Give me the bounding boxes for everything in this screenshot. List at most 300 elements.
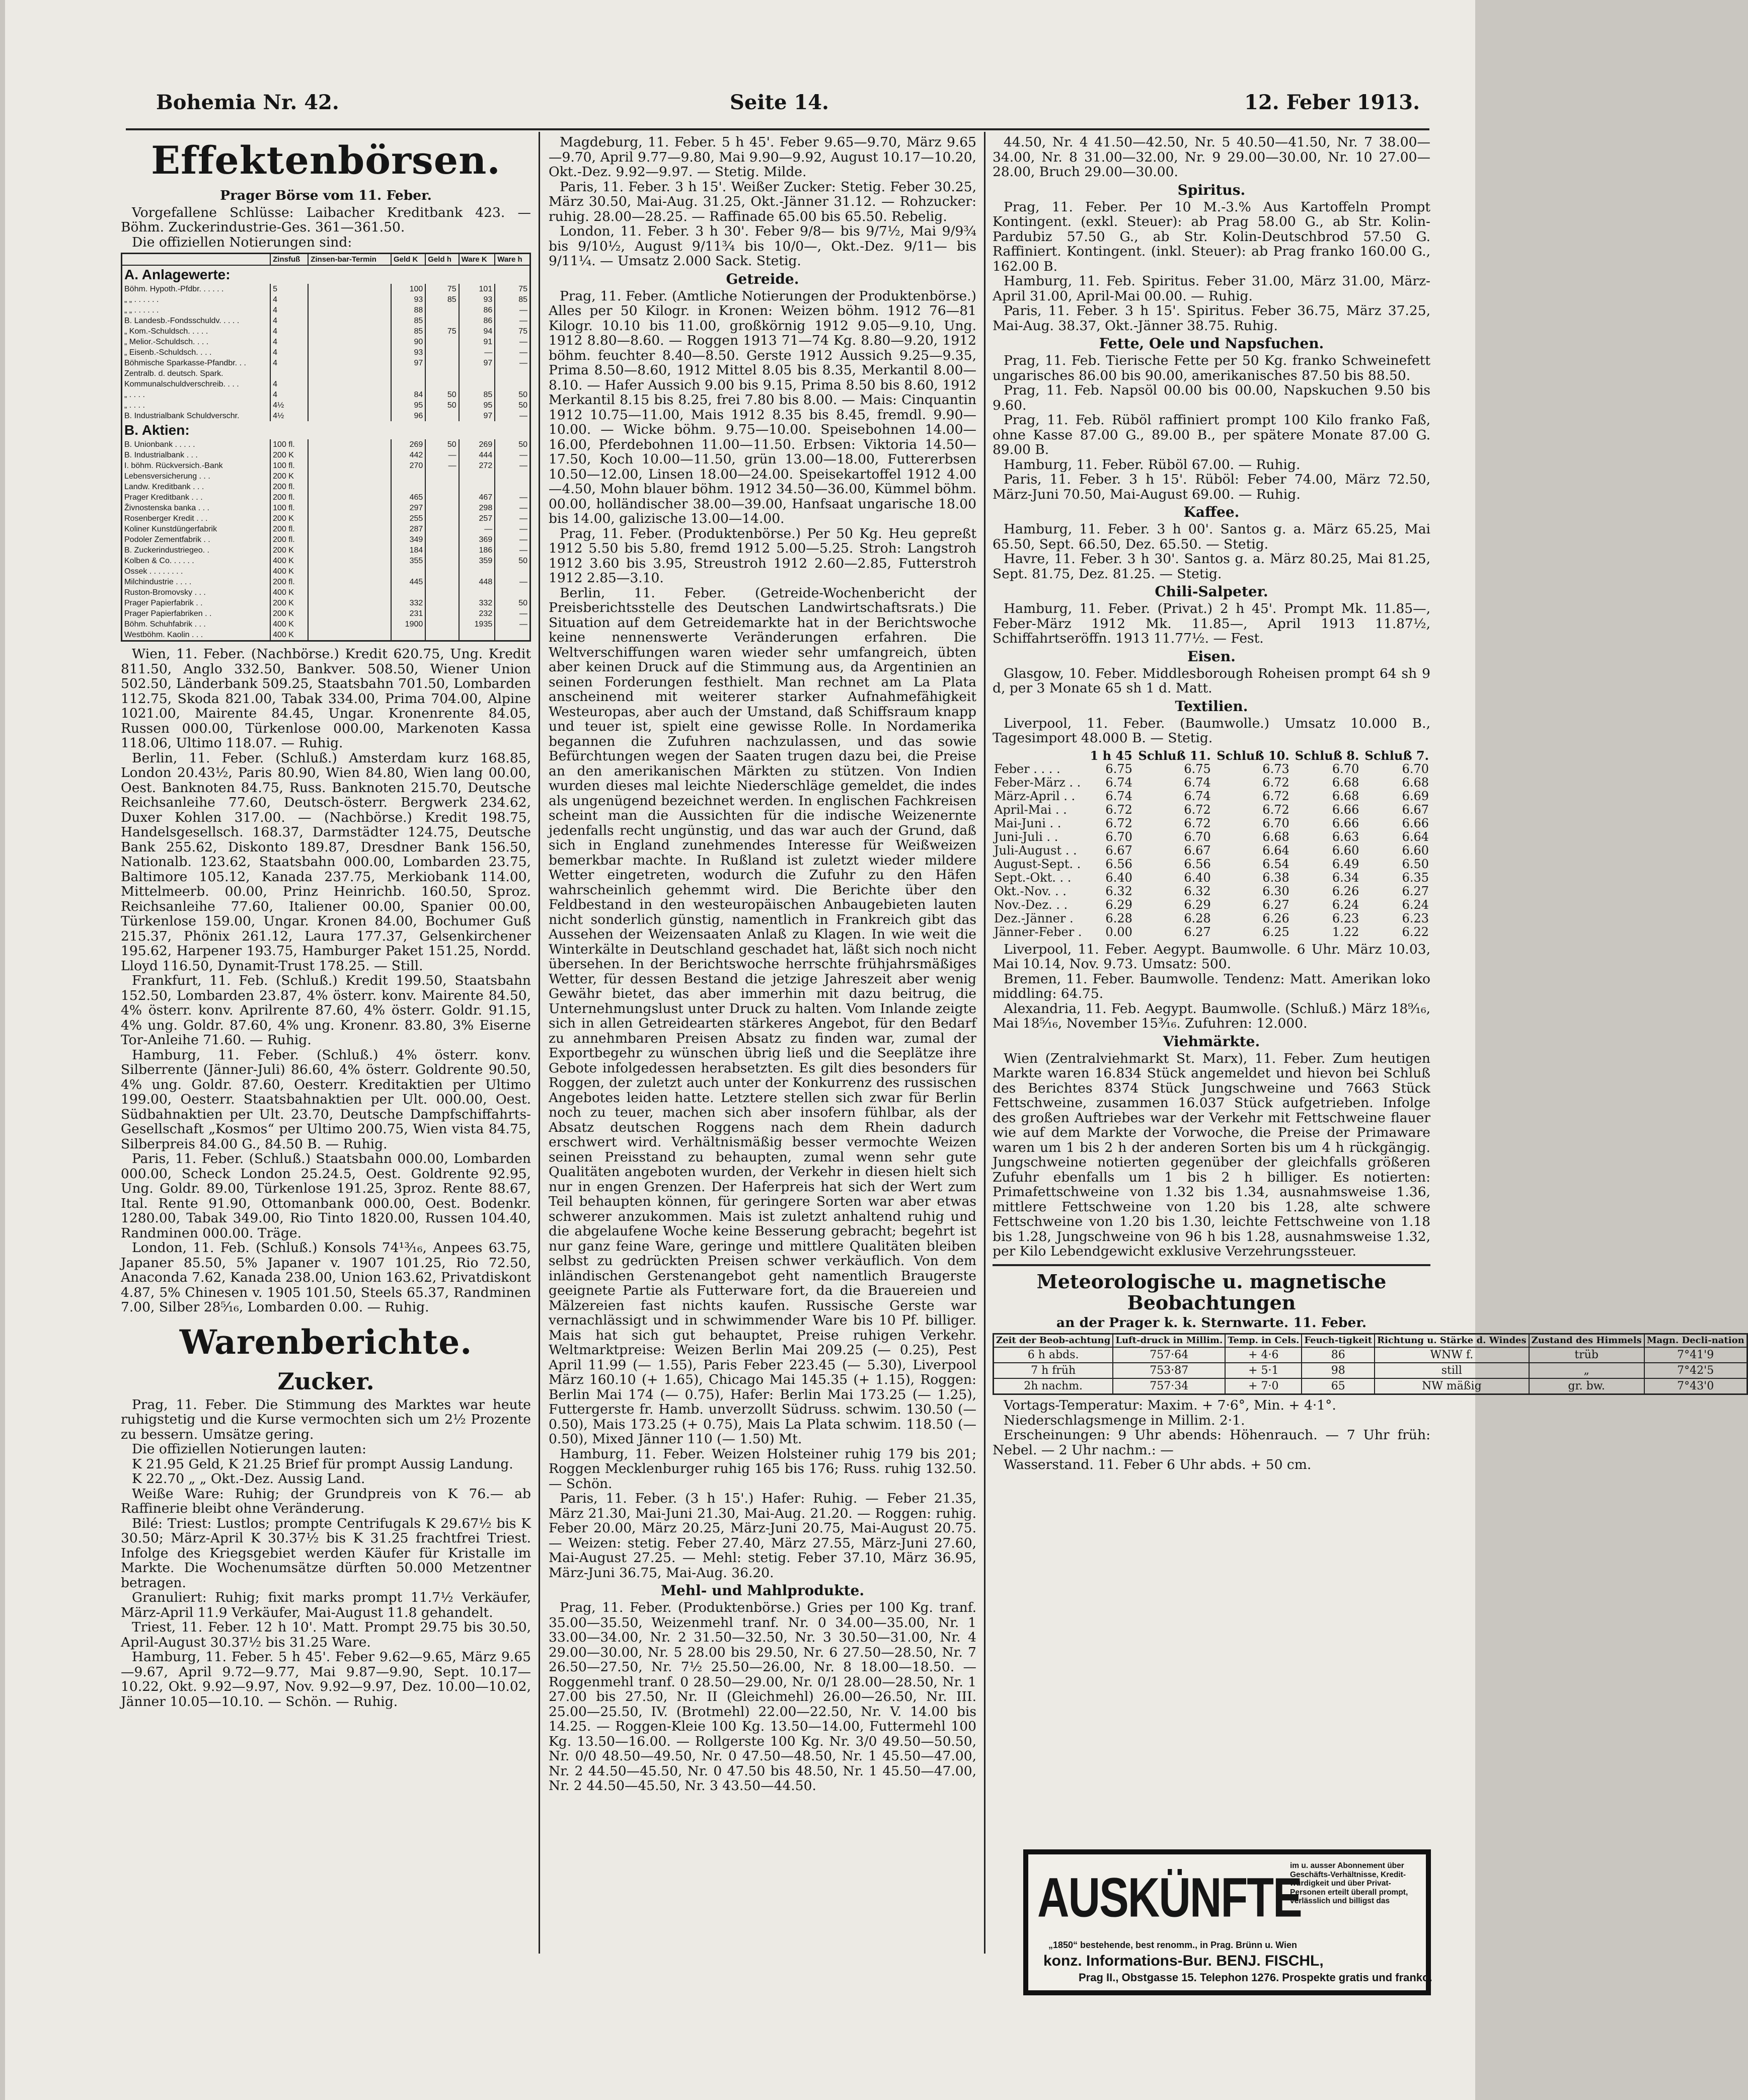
table-cell: 270 [391, 460, 425, 471]
cotton-cell: März-April . . [994, 789, 1076, 803]
table-cell: 400 K [270, 587, 308, 598]
table-cell: 75 [495, 284, 530, 294]
table-cell: 400 K [270, 630, 308, 641]
zucker-paragraph: Prag, 11. Feber. Die Stimmung des Marktes war heute ruhigstetig und die Kurse vermochten sich um 2½ Prozente zu bessern. Umsätze gering. [121, 1396, 531, 1442]
ad-side-text: im u. ausser Abonnement über Geschäfts-Verhältnisse, Kredit-würdigkeit und über Privat-Personen erteilt überall prompt, verlässlich und billigst das [1290, 1861, 1408, 1905]
zucker-paragraph: K 21.95 Geld, K 21.25 Brief für prompt Aussig Landung. [132, 1456, 513, 1472]
table-cell: Podoler Zementfabrik . . [122, 534, 271, 545]
table-cell: 84 [391, 390, 425, 400]
newspaper-page [5, 0, 1744, 2100]
weather-header-cell: Richtung u. Stärke d. Windes [1375, 1334, 1529, 1348]
table-cell [391, 482, 425, 492]
table-cell: 200 K [270, 608, 308, 619]
cotton-cell: 6.64 [1262, 843, 1289, 858]
table-header-cell: Zinsen-bar-Termin [308, 254, 391, 266]
cotton-header-cell: Schluß 8. [1295, 748, 1359, 763]
table-row [122, 566, 530, 577]
cotton-row [993, 776, 1430, 790]
table-header-cell: Geld h [425, 254, 459, 266]
zucker-paragraph: London, 11. Feber. 3 h 30'. Feber 9/8— bis 9/7½, Mai 9/9¾ bis 9/10½, August 9/11¾ bis 10/0—, Okt.-Dez. 9/11— bis 9/11¼. — Umsatz 2.000 Sack. Stetig. [549, 223, 976, 269]
table-cell: Böhm. Schuhfabrik . . . [122, 619, 271, 630]
table-cell: — [495, 337, 530, 347]
auskuenfte-advertisement [1023, 1849, 1431, 1995]
table-cell: 95 [391, 400, 425, 411]
table-cell: — [495, 503, 530, 513]
header-page-number: Seite 14. [730, 91, 829, 114]
weather-cell: 7°41'9 [1644, 1347, 1747, 1363]
weather-title: Meteorologische u. magnetische Beobachtungen [993, 1264, 1430, 1313]
table-cell [308, 337, 391, 347]
cotton-cell: 6.40 [1184, 870, 1211, 885]
cotton-row [993, 817, 1430, 830]
cotton-cell: 6.70 [1402, 761, 1429, 776]
table-cell: Zentralb. d. deutsch. Spark. [122, 368, 271, 379]
table-cell: 100 fl. [270, 460, 308, 471]
table-cell: — [459, 524, 495, 534]
cotton-cell: 6.22 [1402, 924, 1429, 939]
table-cell: 442 [391, 450, 425, 460]
table-cell: Kolben & Co. . . . . . [122, 556, 271, 566]
column-3 [993, 134, 1744, 1846]
table-cell: 75 [425, 284, 459, 294]
table-cell [308, 598, 391, 608]
table-cell: 200 K [270, 598, 308, 608]
cotton-cell: 6.27 [1262, 897, 1289, 912]
weather-cell: + 4·6 [1225, 1347, 1302, 1363]
table-cell: 200 fl. [270, 482, 308, 492]
table-cell [308, 577, 391, 587]
table-row [122, 439, 530, 450]
cotton-cell: 6.26 [1332, 884, 1359, 898]
cotton-cell: 6.70 [1184, 829, 1211, 844]
ad-line-2: konz. Informations-Bur. BENJ. FISCHL, [1043, 1953, 1324, 1969]
table-cell: 359 [459, 556, 495, 566]
table-cell [425, 619, 459, 630]
section-title-warenberichte: Warenberichte. [179, 1322, 473, 1362]
cotton-cell: 6.28 [1184, 911, 1211, 925]
weather-cell: 7 h früh [994, 1363, 1113, 1378]
ad-line-1: „1850“ bestehende, best renomm., in Prag. Brünn u. Wien [1048, 1940, 1297, 1950]
section-title-effektenboersen: Effektenbörsen. [151, 138, 501, 183]
table-cell [391, 471, 425, 482]
table-cell: 50 [425, 400, 459, 411]
table-cell [391, 630, 425, 641]
table-cell [425, 358, 459, 368]
table-cell: 1900 [391, 619, 425, 630]
table-cell [308, 368, 391, 379]
table-cell: 4 [270, 294, 308, 305]
cotton-row [993, 844, 1430, 858]
weather-header-cell: Temp. in Cels. [1225, 1334, 1302, 1348]
fette-paragraph: Hamburg, 11. Feber. Rüböl 67.00. — Ruhig. [1004, 456, 1301, 473]
table-cell: 232 [459, 608, 495, 619]
cotton-cell: Mai-Juni . . [994, 816, 1061, 830]
table-cell [308, 358, 391, 368]
mahlprodukte-paragraph: 44.50, Nr. 4 41.50—42.50, Nr. 5 40.50—41.50, Nr. 7 38.00—34.00, Nr. 8 31.00—32.00, Nr. 9 29.00—30.00, Nr. 10 27.00—28.00, Bruch 29.00—30.00. [993, 134, 1430, 180]
cotton-row [993, 762, 1430, 776]
cotton-cell: 6.70 [1262, 816, 1289, 830]
table-cell [425, 316, 459, 326]
table-cell: — [495, 305, 530, 316]
cotton-row [993, 898, 1430, 912]
table-cell [425, 347, 459, 358]
table-cell: — [495, 545, 530, 556]
market-report-paragraph: Paris, 11. Feber. (Schluß.) Staatsbahn 000.00, Lombarden 000.00, Scheck London 25.24.5, Oest. Goldrente 92.95, Ung. Goldr. 89.00, Türkenlose 191.25, 3proz. Rente 88.67, Ital. Rente 91.90, Ottomanbank 000.00, Oest. Bodenkr. 1280.00, Tabak 349.00, Rio Tinto 1820.00, Russen 104.40, Randminen 000.00. Träge. [121, 1151, 531, 1241]
table-cell: 4 [270, 305, 308, 316]
table-row [122, 619, 530, 630]
table-cell: B. Industrialbank Schuldverschr. [122, 411, 271, 421]
weather-header-cell: Magn. Decli-nation [1644, 1334, 1747, 1348]
cotton-cell: 6.56 [1184, 857, 1211, 871]
cotton-cell: 6.66 [1402, 816, 1429, 830]
column-rule-1 [539, 132, 540, 1954]
cotton-cell: 6.23 [1332, 911, 1359, 925]
table-cell: „ Melior.-Schuldsch. . . . [122, 337, 271, 347]
table-row [122, 492, 530, 503]
cotton-cell: 6.54 [1262, 857, 1289, 871]
fette-paragraph: Prag, 11. Feb. Napsöl 00.00 bis 00.00, Napskuchen 9.50 bis 9.60. [993, 382, 1430, 413]
header-rule [126, 128, 1429, 130]
table-cell: — [495, 513, 530, 524]
table-cell [425, 534, 459, 545]
table-cell [308, 284, 391, 294]
table-cell: Milchindustrie . . . . [122, 577, 271, 587]
table-row [122, 460, 530, 471]
table-cell [425, 577, 459, 587]
table-cell: 50 [495, 400, 530, 411]
table-cell: 93 [391, 294, 425, 305]
table-cell [495, 471, 530, 482]
weather-note: Wasserstand. 11. Feber 6 Uhr abds. + 50 cm. [1004, 1457, 1312, 1472]
cotton-cell: 6.32 [1105, 884, 1132, 898]
table-cell: 85 [391, 326, 425, 337]
table-section-label: A. Anlagewerte: [122, 265, 530, 284]
table-row [122, 316, 530, 326]
table-cell [459, 482, 495, 492]
getreide-paragraph: Paris, 11. Feber. (3 h 15'.) Hafer: Ruhig. — Feber 21.35, März 21.30, Mai-Juni 21.30, Mai-Aug. 21.20. — Roggen: ruhig. Feber 20.00, März 20.25, März-Juni 20.75, Mai-August 20.75. — Weizen: stetig. Feber 27.40, März 27.55, März-Juni 27.60, Mai-August 27.25. — Mehl: stetig. Feber 37.10, März 36.95, März-Juni 36.75, Mai-Aug. 36.20. [549, 1491, 976, 1581]
table-cell: 287 [391, 524, 425, 534]
weather-cell: 757·64 [1113, 1347, 1225, 1363]
weather-subtitle: an der Prager k. k. Sternwarte. 11. Feber. [1056, 1314, 1367, 1331]
table-cell: 4 [270, 326, 308, 337]
table-cell: 349 [391, 534, 425, 545]
weather-cell: still [1375, 1363, 1529, 1378]
weather-note: Vortags-Temperatur: Maxim. + 7·6°, Min. + 4·1°. [1004, 1397, 1336, 1413]
table-cell: 467 [459, 492, 495, 503]
cotton-cell: 6.70 [1105, 829, 1132, 844]
cotton-cell: 6.24 [1402, 897, 1429, 912]
zucker-paragraph: Granuliert: Ruhig; fixit marks prompt 11.7½ Verkäufer, März-April 11.9 Verkäufer, Mai-August 11.8 gehandelt. [121, 1590, 531, 1620]
cotton-cell: 6.34 [1332, 870, 1359, 885]
table-row [122, 305, 530, 316]
table-cell [308, 587, 391, 598]
cotton-header-cell [993, 749, 1087, 762]
table-cell: 85 [495, 294, 530, 305]
table-cell [425, 411, 459, 421]
table-cell: „ . . . . [122, 390, 271, 400]
weather-header-cell: Zeit der Beob-achtung [994, 1334, 1113, 1348]
table-cell [308, 534, 391, 545]
table-row [122, 482, 530, 492]
cotton-cell: 6.72 [1184, 816, 1211, 830]
cotton-cell: 6.72 [1105, 816, 1132, 830]
table-cell [425, 471, 459, 482]
weather-header-cell: Feuch-tigkeit [1302, 1334, 1375, 1348]
market-report-paragraph: Frankfurt, 11. Feb. (Schluß.) Kredit 199.50, Staatsbahn 152.50, Lombarden 23.87, 4% österr. konv. Mairente 84.50, 4% österr. konv. Aprilrente 87.60, 4% österr. Goldr. 91.15, 4% ung. Goldr. 87.60, 4% ung. Kronenr. 83.80, 3% Eiserne Tor-Anleihe 71.60. — Ruhig. [121, 973, 531, 1048]
cotton-cell: 6.72 [1262, 775, 1289, 790]
table-cell: 200 fl. [270, 534, 308, 545]
table-cell: 4½ [270, 411, 308, 421]
cotton-cell: Feber . . . . [994, 761, 1060, 776]
table-cell: — [495, 534, 530, 545]
section-title-fette: Fette, Oele und Napsfuchen. [1099, 335, 1324, 352]
table-header-cell: Geld K [391, 254, 425, 266]
table-cell [308, 513, 391, 524]
zucker-paragraph: Hamburg, 11. Feber. 5 h 45'. Feber 9.62—9.65, März 9.65—9.67, April 9.72—9.77, Mai 9.87—9.90, Sept. 10.17—10.22, Okt. 9.92—9.97, Nov. 9.92—9.97, Dez. 10.00—10.02, Jänner 10.05—10.10. — Schön. — Ruhig. [121, 1649, 531, 1709]
zucker-paragraph: Magdeburg, 11. Feber. 5 h 45'. Feber 9.65—9.70, März 9.65—9.70, April 9.77—9.80, Mai 9.90—9.92, August 10.17—10.20, Okt.-Dez. 9.92—9.97. — Stetig. Milde. [549, 134, 976, 180]
table-cell: 200 K [270, 471, 308, 482]
column-1 [121, 135, 531, 1957]
table-cell: 4 [270, 337, 308, 347]
table-cell: 200 fl. [270, 577, 308, 587]
table-cell: — [495, 450, 530, 460]
cotton-cell: 6.66 [1332, 816, 1359, 830]
table-section-row [122, 421, 530, 439]
table-cell: Böhmische Sparkasse-Pfandbr. . . [122, 358, 271, 368]
table-cell: 100 fl. [270, 503, 308, 513]
table-cell [308, 326, 391, 337]
cotton-cell: Sept.-Okt. . . [994, 870, 1072, 885]
table-cell [425, 337, 459, 347]
table-row [122, 411, 530, 421]
table-row [122, 347, 530, 358]
weather-cell: gr. bw. [1529, 1378, 1644, 1394]
table-cell [459, 630, 495, 641]
cotton-row [993, 925, 1430, 939]
table-cell [308, 545, 391, 556]
fette-paragraph: Prag, 11. Feb. Rüböl raffiniert prompt 100 Kilo franko Faß, ohne Kasse 87.00 G., 89.00 B., per spätere Monate 87.00 G. 89.00 B. [993, 412, 1430, 457]
table-cell: — [425, 450, 459, 460]
table-row [122, 630, 530, 641]
market-report-paragraph: Hamburg, 11. Feber. (Schluß.) 4% österr. konv. Silberrente (Jänner-Juli) 86.60, 4% österr. Goldrente 90.50, 4% ung. Goldr. 87.60, Oesterr. Kreditaktien per Ultimo 199.00, Oesterr. Staatsbahnaktien per Ult. 000.00, Oest. Südbahnaktien per Ult. 23.70, Deutsche Dampfschiffahrts-Gesellschaft „Kosmos“ per Ultimo 200.75, Wien vista 84.75, Silberpreis 84.00 G., 84.50 B. — Ruhig. [121, 1047, 531, 1152]
table-cell: 91 [459, 337, 495, 347]
table-cell: 86 [459, 305, 495, 316]
weather-cell: 7°43'0 [1644, 1378, 1747, 1394]
cotton-header-cell: 1 h 45 [1090, 748, 1132, 763]
cotton-cell: 6.74 [1184, 775, 1211, 790]
weather-cell: 65 [1302, 1378, 1375, 1394]
weather-cell: 757·34 [1113, 1378, 1225, 1394]
table-section-label: B. Aktien: [122, 421, 530, 439]
table-cell [391, 379, 425, 390]
table-row [122, 450, 530, 460]
cotton-cell: 6.67 [1184, 843, 1211, 858]
table-cell [308, 305, 391, 316]
table-cell: „ Kom.-Schuldsch. . . . . [122, 326, 271, 337]
cotton-row [993, 885, 1430, 898]
table-cell: 4 [270, 358, 308, 368]
cotton-cell: 6.49 [1332, 857, 1359, 871]
header-date: 12. Feber 1913. [1244, 91, 1420, 114]
table-cell: — [495, 347, 530, 358]
table-cell: 257 [459, 513, 495, 524]
table-cell: — [495, 460, 530, 471]
cotton-cell: 6.50 [1402, 857, 1429, 871]
cotton-cell: 6.29 [1184, 897, 1211, 912]
cotton-header-cell: Schluß 7. [1364, 748, 1429, 763]
weather-cell: trüb [1529, 1347, 1644, 1363]
table-cell: 400 K [270, 566, 308, 577]
table-row [122, 587, 530, 598]
table-cell: — [495, 316, 530, 326]
table-row [122, 577, 530, 587]
table-section-row [122, 265, 530, 284]
table-header-cell: Zinsfuß [270, 254, 308, 266]
textilien-paragraph: Alexandria, 11. Feb. Aegypt. Baumwolle. (Schluß.) März 18⁹⁄₁₆, Mai 18⁵⁄₁₆, November 15³⁄₁₆. Zufuhren: 12.000. [993, 1000, 1430, 1031]
ad-headline: AUSKÜNFTE [1037, 1866, 1302, 1928]
table-cell: 200 K [270, 450, 308, 460]
table-cell: 50 [425, 390, 459, 400]
cotton-cell: 0.00 [1105, 924, 1132, 939]
table-cell: 272 [459, 460, 495, 471]
table-row [122, 358, 530, 368]
table-row [122, 524, 530, 534]
table-row [122, 400, 530, 411]
table-cell [308, 316, 391, 326]
table-cell: 444 [459, 450, 495, 460]
table-cell [308, 390, 391, 400]
chili-paragraph: Hamburg, 11. Feber. (Privat.) 2 h 45'. Prompt Mk. 11.85—, Feber-März 1912 Mk. 11.85—, April 1913 11.87½, Schiffahrtseröffn. 1913 11.77½. — Fest. [993, 601, 1430, 646]
table-cell [425, 492, 459, 503]
table-cell [459, 587, 495, 598]
weather-cell: „ [1529, 1363, 1644, 1378]
table-cell [308, 503, 391, 513]
table-cell [495, 368, 530, 379]
table-cell [425, 368, 459, 379]
zucker-paragraph: Weiße Ware: Ruhig; der Grundpreis von K 76.— ab Raffinerie bleibt ohne Veränderung. [121, 1486, 531, 1516]
table-cell: 93 [391, 347, 425, 358]
table-cell: 400 K [270, 619, 308, 630]
cotton-cell: Nov.-Dez. . . [994, 897, 1068, 912]
table-cell: 96 [391, 411, 425, 421]
mehl-paragraph: Prag, 11. Feber. (Produktenbörse.) Gries per 100 Kg. tranf. 35.00—35.50, Weizenmehl tranf. Nr. 0 34.00—35.00, Nr. 1 33.00—34.00, Nr. 2 31.50—32.50, Nr. 3 30.50—31.00, Nr. 4 29.00—30.00, Nr. 5 28.00 bis 29.50, Nr. 6 27.50—28.50, Nr. 7 26.50—27.50, Nr. 7½ 25.50—26.00, Nr. 8 18.00—18.50. — Roggenmehl tranf. 0 28.50—29.00, Nr. 0/1 28.00—28.50, Nr. 1 27.00 bis 27.50, Nr. II (Gleichmehl) 26.00—26.50, Nr. III. 25.00—25.50, IV. (Brotmehl) 22.00—22.50, Nr. V. 14.00 bis 14.25. — Roggen-Kleie 100 Kg. 13.50—14.00, Futtermehl 100 Kg. 13.50—16.00. — Rollgerste 100 Kg. Nr. 3/0 49.50—50.50, Nr. 0/0 48.50—49.50, Nr. 0 47.50—48.50, Nr. 1 45.50—47.00, Nr. 2 44.50—45.50, Nr. 0 47.50 bis 48.50, Nr. 1 45.50—47.00, Nr. 2 44.50—45.50, Nr. 3 43.50—44.50. [549, 1600, 976, 1794]
table-cell [459, 566, 495, 577]
table-cell [391, 566, 425, 577]
table-cell: — [495, 492, 530, 503]
weather-note: Niederschlagsmenge in Millim. 2·1. [1004, 1412, 1245, 1428]
table-cell [459, 471, 495, 482]
table-cell: — [495, 577, 530, 587]
cotton-row [993, 803, 1430, 817]
cotton-cell: 6.28 [1105, 911, 1132, 925]
cotton-cell: 1.22 [1332, 924, 1359, 939]
table-cell: 90 [391, 337, 425, 347]
cotton-cell: 6.24 [1332, 897, 1359, 912]
table-cell [425, 524, 459, 534]
section-title-eisen: Eisen. [1187, 648, 1236, 665]
table-cell [308, 450, 391, 460]
weather-row [994, 1378, 1747, 1394]
cotton-row [993, 858, 1430, 871]
table-cell: 269 [391, 439, 425, 450]
table-cell [308, 471, 391, 482]
table-cell: — [495, 608, 530, 619]
cotton-cell: 6.64 [1402, 829, 1429, 844]
table-cell [425, 630, 459, 641]
table-cell: 97 [459, 411, 495, 421]
section-title-vieh: Viehmärkte. [1163, 1033, 1260, 1050]
table-cell: Prager Kreditbank . . . [122, 492, 271, 503]
cotton-cell: 6.35 [1402, 870, 1429, 885]
table-cell: 1935 [459, 619, 495, 630]
cotton-cell: 6.26 [1262, 911, 1289, 925]
table-cell [308, 347, 391, 358]
weather-row [994, 1347, 1747, 1363]
table-header-cell: Ware K [459, 254, 495, 266]
table-cell: 50 [495, 439, 530, 450]
cotton-cell: 6.60 [1402, 843, 1429, 858]
cotton-cell: 6.56 [1105, 857, 1132, 871]
cotton-cell: 6.67 [1402, 802, 1429, 817]
table-cell: 4 [270, 316, 308, 326]
table-cell [308, 460, 391, 471]
weather-row [994, 1363, 1747, 1378]
table-cell: 4½ [270, 400, 308, 411]
table-cell: 85 [425, 294, 459, 305]
weather-cell: NW mäßig [1375, 1378, 1529, 1394]
table-cell: „ „ . . . . . . [122, 305, 271, 316]
market-report-paragraph: London, 11. Feb. (Schluß.) Konsols 74¹³⁄₁₆, Anpees 63.75, Japaner 85.50, 5% Japaner v. 1907 101.25, Rio 72.50, Anaconda 7.62, Kanada 238.00, Union 163.62, Privatdiskont 4.87, 5% Chinesen v. 1905 101.50, Steels 65.37, Randminen 7.00, Silber 28⁵⁄₁₆, Lombarden 0.00. — Ruhig. [121, 1240, 531, 1315]
table-cell: 297 [391, 503, 425, 513]
table-row [122, 471, 530, 482]
table-cell: 94 [459, 326, 495, 337]
table-cell: Rosenberger Kredit . . . [122, 513, 271, 524]
table-cell: B. Unionbank . . . . . [122, 439, 271, 450]
table-cell: 5 [270, 284, 308, 294]
eisen-paragraph: Glasgow, 10. Feber. Middlesborough Roheisen prompt 64 sh 9 d, per 3 Monate 65 sh 1 d. Matt. [993, 665, 1430, 696]
kaffee-paragraph: Havre, 11. Feber. 3 h 30'. Santos g. a. März 80.25, Mai 81.25, Sept. 81.75, Dez. 81.25. — Stetig. [993, 551, 1430, 582]
cotton-cell: 6.69 [1402, 789, 1429, 803]
table-cell: Ossek . . . . . . . . [122, 566, 271, 577]
table-cell: — [495, 619, 530, 630]
header-issue: Bohemia Nr. 42. [156, 91, 339, 114]
table-cell: 332 [459, 598, 495, 608]
section-title-getreide: Getreide. [726, 270, 799, 287]
table-cell: 50 [425, 439, 459, 450]
table-row [122, 379, 530, 390]
table-cell [425, 608, 459, 619]
table-cell [459, 368, 495, 379]
prag-heading: Prager Börse vom 11. Feber. [220, 188, 432, 203]
cotton-cell: 6.32 [1184, 884, 1211, 898]
table-cell [425, 513, 459, 524]
table-cell: 200 fl. [270, 524, 308, 534]
table-cell: 50 [495, 390, 530, 400]
table-cell: Landw. Kreditbank . . . [122, 482, 271, 492]
table-cell [495, 587, 530, 598]
table-cell: 50 [495, 598, 530, 608]
weather-cell: WNW f. [1375, 1347, 1529, 1363]
table-row [122, 368, 530, 379]
cotton-row [993, 871, 1430, 885]
section-title-spiritus: Spiritus. [1177, 181, 1246, 198]
section-title-textilien: Textilien. [1175, 697, 1248, 715]
table-cell [391, 587, 425, 598]
table-cell: Koliner Kunstdüngerfabrik [122, 524, 271, 534]
cotton-cell: 6.72 [1184, 802, 1211, 817]
spiritus-paragraph: Prag, 11. Feber. Per 10 M.-3.% Aus Kartoffeln Prompt Kontingent. (exkl. Steuer): ab Prag 58.00 G., ab Str. Kolin-Pardubiz 57.50 G., ab Str. Kolin-Deutschbrod 57.50 G. Raffiniert. Kontingent. (inkl. Steuer): ab Prag franko 160.00 G., 162.00 B. [993, 199, 1430, 274]
prag-intro: Vorgefallene Schlüsse: Laibacher Kreditbank 423. — Böhm. Zuckerindustrie-Ges. 361—361.50. [121, 204, 531, 235]
